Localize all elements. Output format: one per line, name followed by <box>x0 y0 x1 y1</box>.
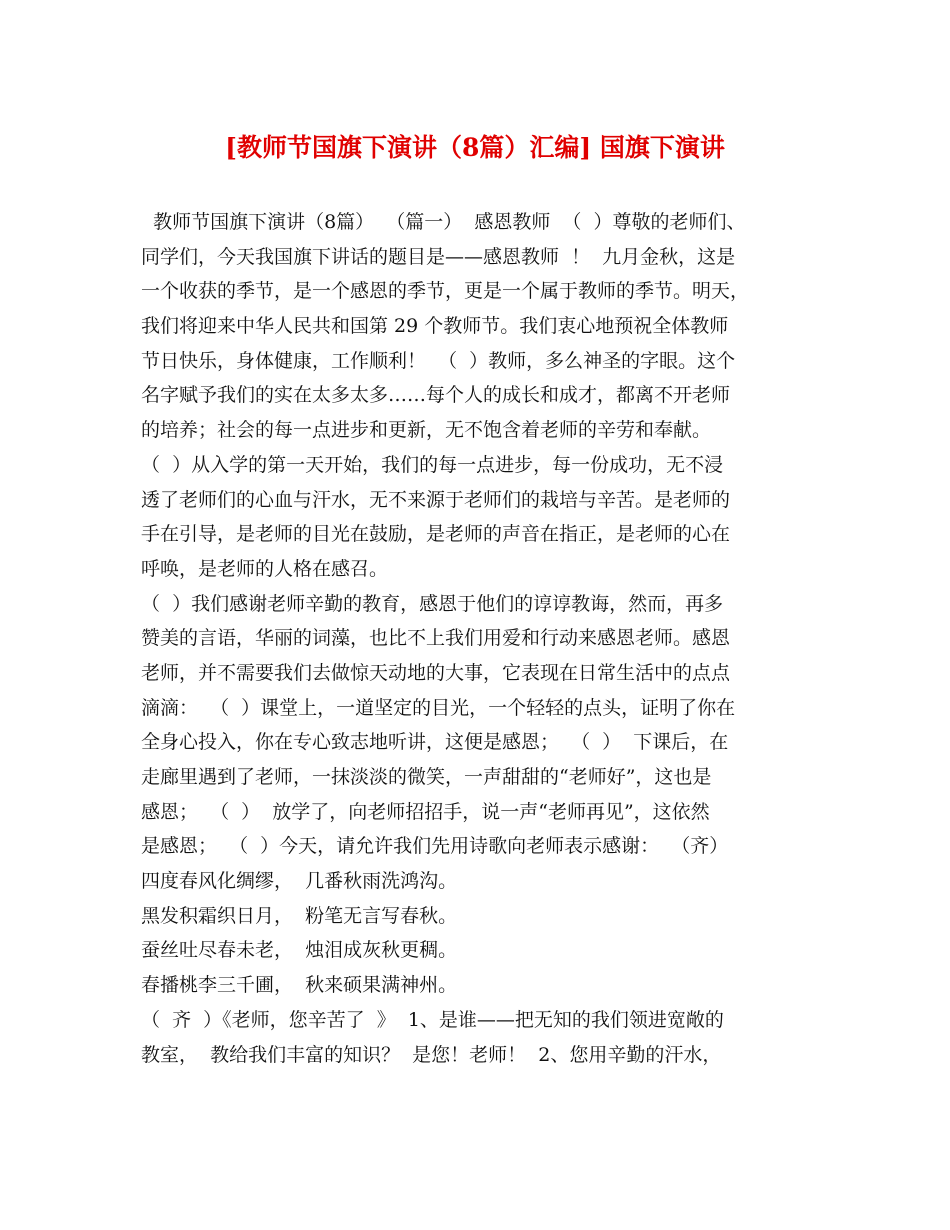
text-line: 透了老师们的心血与汗水，无不来源于老师们的栽培与辛苦。是老师的 <box>141 488 731 511</box>
body-text <box>141 205 821 1072</box>
text-line: 走廊里遇到了老师，一抹淡淡的微笑，一声甜甜的“老师好”，这也是 <box>141 766 712 788</box>
text-line: 老师，并不需要我们去做惊天动地的大事，它表现在日常生活中的点点 <box>141 661 731 684</box>
text-line: （ ）从入学的第一天开始，我们的每一点进步，每一份成功，无不浸 <box>141 453 724 476</box>
text-line: 的培养；社会的每一点进步和更新，无不饱含着老师的辛劳和奉献。 <box>141 419 712 442</box>
text-line: 是感恩； （ ）今天，请允许我们先用诗歌向老师表示感谢： （齐） <box>141 835 729 858</box>
text-line: 全身心投入，你在专心致志地听讲，这便是感恩； （ ） 下课后，在 <box>141 731 729 754</box>
text-line: 一个收获的季节，是一个感恩的季节，更是一个属于教师的季节。明天， <box>141 280 750 303</box>
text-line: 黑发积霜织日月， 粉笔无言写春秋。 <box>141 904 458 927</box>
text-line: 呼唤，是老师的人格在感召。 <box>141 557 389 580</box>
text-line: 赞美的言语，华丽的词藻，也比不上我们用爱和行动来感恩老师。感恩 <box>141 627 731 650</box>
text-line: 教师节国旗下演讲（8篇） （篇一） 感恩教师 （ ）尊敬的老师们、 <box>141 211 746 233</box>
text-line: 蚕丝吐尽春未老， 烛泪成灰秋更稠。 <box>141 939 458 962</box>
text-line: 四度春风化绸缪， 几番秋雨洗鸿沟。 <box>141 870 458 893</box>
text-line: 我们将迎来中华人民共和国第 29 个教师节。我们衷心地预祝全体教师 <box>141 315 729 338</box>
page-title: [教师节国旗下演讲（8篇）汇编] 国旗下演讲 <box>225 133 725 162</box>
text-line: 手在引导，是老师的目光在鼓励，是老师的声音在指正，是老师的心在 <box>141 523 731 546</box>
text-line: 教室， 教给我们丰富的知识？ 是您！老师！ 2、您用辛勤的汗水， <box>141 1043 722 1066</box>
text-line: 感恩； （ ） 放学了，向老师招招手，说一声“老师再见”，这依然 <box>141 800 710 823</box>
text-line: （ ）我们感谢老师辛勤的教育，感恩于他们的谆谆教诲，然而，再多 <box>141 592 724 615</box>
text-line: 名字赋予我们的实在太多太多……每个人的成长和成才，都离不开老师 <box>141 384 731 407</box>
text-line: （ 齐 ）《老师，您辛苦了 》 1、是谁——把无知的我们领进宽敞的 <box>141 1008 724 1031</box>
text-line: 春播桃李三千圃， 秋来硕果满神州。 <box>141 974 458 997</box>
text-line: 同学们，今天我国旗下讲话的题目是——感恩教师 ！ 九月金秋，这是 <box>141 245 736 268</box>
text-line: 滴滴： （ ）课堂上，一道坚定的目光，一个轻轻的点头，证明了你在 <box>141 696 736 719</box>
text-line: 节日快乐，身体健康，工作顺利！ （ ）教师，多么神圣的字眼。这个 <box>141 349 736 372</box>
